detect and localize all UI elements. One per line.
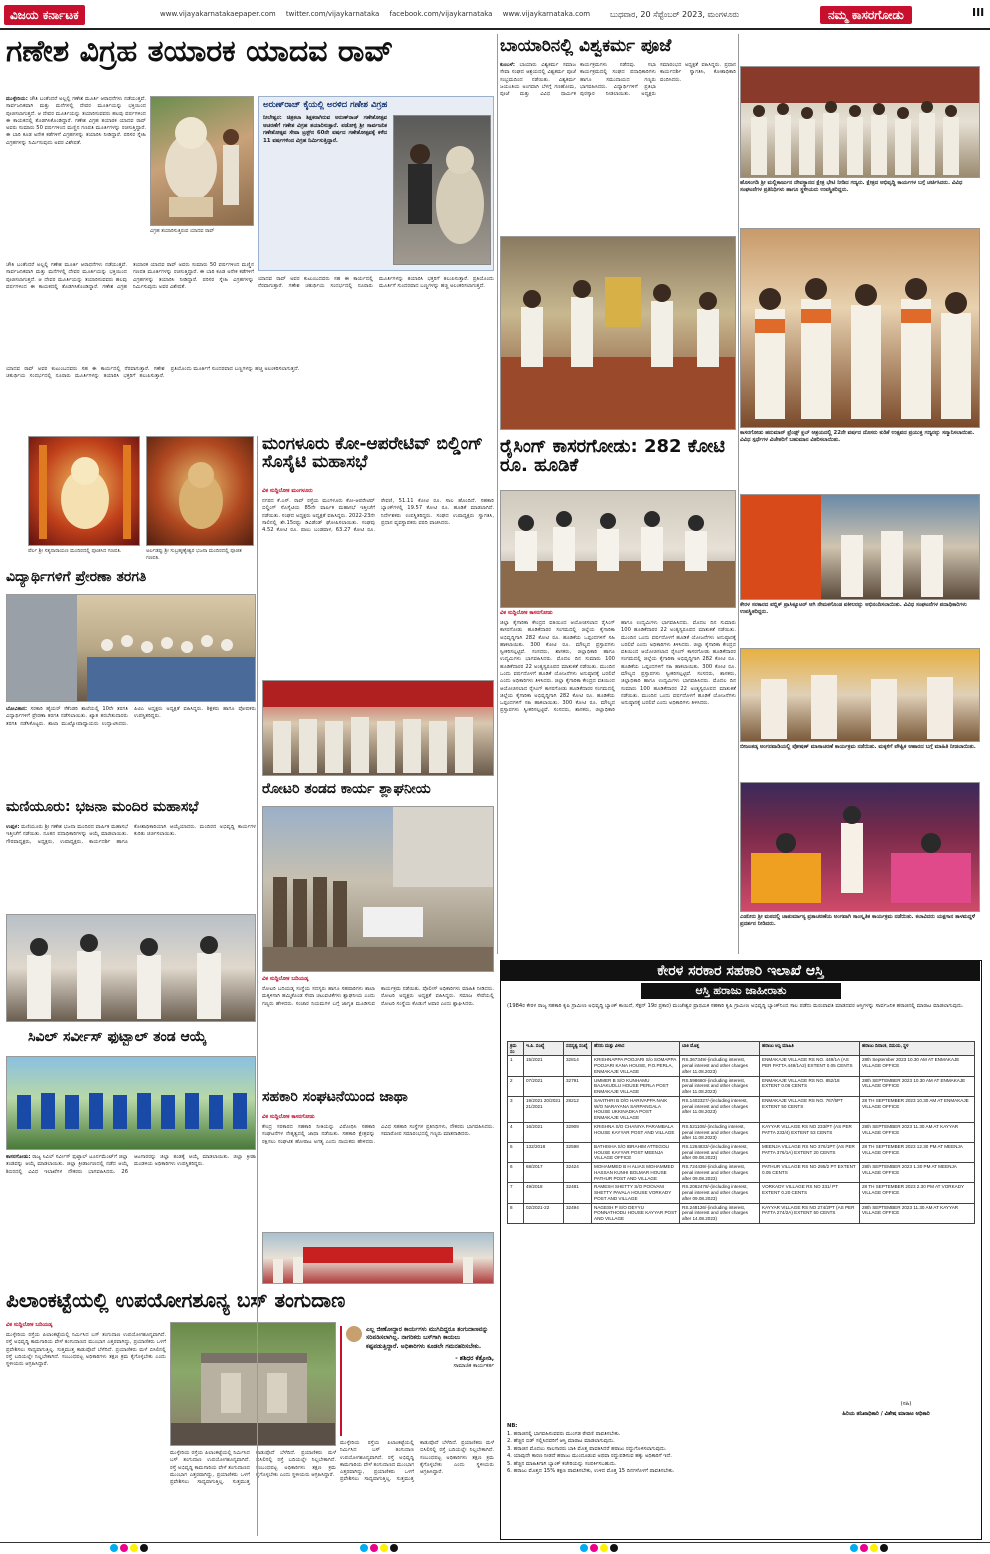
ad-note: 5. ಹೆಚ್ಚಿನ ಮಾಹಿತಿಗಾಗಿ ಬ್ಯಾಂಕ್ ಕಚೇರಿಯನ್ನು ಸಂಪರ್ಕಿಸಬಹುದು. — [507, 1460, 617, 1467]
ad-intro: (1984ರ ಕೇರಳ ರಾಜ್ಯ ಸಹಕಾರಿ ಕೃಷಿ ಗ್ರಾಮೀಣ ಅಭಿವೃದ್ಧಿ ಬ್ಯಾಂಕ್ ಕಾಯಿದೆ, ಸೆಕ್ಷನ್ 19ರ ಪ್ರಕಾರ) ಮಂಜೇಶ್ವರ ಪ್ರಾಥಮಿಕ ಸಹಕಾರಿ ಕೃಷಿ ಗ್ರಾಮೀಣ ಅಭಿವೃದ್ಧಿ ಬ್ಯಾಂಕ್‌ನಿಂದ ಸಾಲ ಪಡೆದು ಮರುಪಾವತಿ ಮಾಡದವರ ಆಸ್ತಿಗಳನ್ನು ಸಾರ್ವಜನಿಕ ಹರಾಜಿನಲ್ಲಿ ಮಾರಾಟ ಮಾಡಲಾಗುವುದು. — [507, 1003, 964, 1009]
story5-body — [500, 620, 736, 934]
yakshagana-caption: ಎಡನೀರು ಶ್ರೀ ಮಠದಲ್ಲಿ ಚಾತುರ್ಮಾಸ್ಯ ವ್ರತಾಚರಣೆಯ ಅಂಗವಾಗಿ ಸಾಂಸ್ಕೃತಿಕ ಕಾರ್ಯಕ್ರಮ ನಡೆಯಿತು. ಕಲಾವಿದರು ಯಕ್ಷಗಾನ ತಾಳಮದ್ದಳೆ ಪ್ರದರ್ಶನ ನೀಡಿದರು. — [740, 914, 976, 928]
registration-marks-center — [360, 1544, 420, 1554]
story10-body — [6, 1154, 256, 1282]
table-header-row — [508, 1042, 975, 1056]
cell-sl: 6 — [508, 1163, 524, 1183]
ganesha-idol-image — [151, 97, 254, 226]
sidebar-body — [263, 115, 387, 145]
story5-photo — [500, 490, 736, 608]
cell-due-amount: RS.1264833/-(including interest, penal interest and other charges after 09.08.2023) — [680, 1143, 760, 1163]
issue-date: ಬುಧವಾರ, 20 ಸೆಪ್ಟೆಂಬರ್ 2023, ಮಂಗಳೂರು — [610, 10, 740, 19]
story7-text: ಸರಕಾರಿ ಹೈಯರ್ ಸೆಕೆಂಡರಿ ಶಾಲೆಯಲ್ಲಿ 10ನೇ ತರಗತಿ ವಿದ್ಯಾರ್ಥಿಗಳಿಗೆ ಪ್ರೇರಣಾ ತರಗತಿ ನಡೆಸಲಾಯಿತು. ಖ್ಯಾತ ತರಬೇತುದಾರರು ತರಗತಿ ನಡೆಸಿಕೊಟ್ಟರು. ಶಾಲಾ ಮುಖ್ಯೋಪಾಧ್ಯಾಯರು ಉದ್ಘಾಟಿಸಿದರು. ಪಿಟಿಎ ಅಧ್ಯಕ್ಷರು ಅಧ್ಯಕ್ಷತೆ ವಹಿಸಿದ್ದರು. ಶಿಕ್ಷಕರು ಹಾಗೂ ಪೋಷಕರು ಉಪಸ್ಥಿತರಿದ್ದರು. — [6, 706, 256, 727]
cell-ep-no: 16/2021 — [524, 1122, 564, 1142]
welcome-event-image — [741, 495, 980, 600]
cell-name-address: KRISHNA S/O CHANIYA PARAMBALA HOUSE KAYYAR POST AND VILLAGE — [592, 1122, 680, 1142]
story12-quote — [340, 1326, 494, 1436]
rotary-event-image — [263, 807, 494, 972]
cell-property: KAYYAR VILLAGE RS NO 274/2PT (AS PER PATTA 274/2A) EXTENT 50 CENTS — [760, 1203, 860, 1223]
investor-meet-image — [501, 491, 736, 608]
story11-headline: ಸಹಕಾರಿ ಸಂಘಟನೆಯಿಂದ ಜಾಥಾ — [262, 1090, 408, 1105]
story12-body2: ಮುಳ್ಳೇರಿಯ ರಸ್ತೆಯ ಪಿಲಾಂಕಟ್ಟೆಯಲ್ಲಿ ನಿರ್ಮಿಸಿದ ಬಸ್ ತಂಗುದಾಣ ಉಪಯೋಗಶೂನ್ಯವಾಗಿದೆ. ರಸ್ತೆ ಅಭಿವೃದ್ಧಿ ಕಾಮಗಾರಿಯ ವೇಳೆ ತಂಗುದಾಣದ ಮುಂಭಾಗ ಎತ್ತರವಾಗಿದ್ದು, ಪ್ರಯಾಣಿಕರು ಒಳಗೆ ಪ್ರವೇಶಿಸಲು ಸಾಧ್ಯವಾಗುತ್ತಿಲ್ಲ. ಸುತ್ತಮುತ್ತ ಕಾಡುಪೊದೆ ಬೆಳೆದಿದೆ. ಪ್ರಯಾಣಿಕರು ಮಳೆ ಬಿಸಿಲಿನಲ್ಲಿ ರಸ್ತೆ ಬದಿಯಲ್ಲೇ ನಿಲ್ಲಬೇಕಾಗಿದೆ. ಸಂಬಂಧಪಟ್ಟ ಅಧಿಕಾರಿಗಳು ತಕ್ಷಣ ಕ್ರಮ ಕೈಗೊಳ್ಳಬೇಕು ಎಂದು ಸ್ಥಳೀಯರು ಆಗ್ರಹಿಸಿದ್ದಾರೆ. — [170, 1450, 336, 1486]
story1-sidebar — [258, 96, 494, 271]
decorated-ganapati-image — [29, 437, 140, 546]
cell-sl: 2 — [508, 1076, 524, 1096]
website-link[interactable]: www.vijaykarnataka.com — [502, 10, 591, 18]
col-header-sl: ಕ್ರಮ ಸಂ — [508, 1042, 524, 1056]
cell-ep-no: 49/2018 — [524, 1183, 564, 1203]
registration-marks-right — [580, 1544, 640, 1554]
registration-marks-left — [110, 1544, 170, 1554]
cell-auction-datetime: 28 TH SEPTEMBER 2023 10.30 AM AT ENMAKAJE VILLAGE OFFICE — [860, 1096, 975, 1122]
caption-right-ganapati: ಅರ್ಲಡಪ್ಪು ಶ್ರೀ ಸುಬ್ರಹ್ಮಣ್ಯೇಶ್ವರ ಭಜನಾ ಮಂದಿರದಲ್ಲಿ ಪೂಜಿತ ಗಣಪತಿ. — [146, 548, 242, 561]
cell-due-amount: RS.248126/-(including interest, penal interest and other charges after 14.08.2023) — [680, 1203, 760, 1223]
table-row — [508, 1183, 975, 1203]
cell-sl: 1 — [508, 1056, 524, 1076]
story5-text-cont2: ಜಿಲ್ಲಾ ಕೈಗಾರಿಕಾ ಕೇಂದ್ರದ ವತಿಯಿಂದ ಆಯೋಜಿಸಲಾದ ರೈಸಿಂಗ್ ಕಾಸರಗೋಡು ಹೂಡಿಕೆದಾರರ ಸಂಗಮದಲ್ಲಿ ಜಿಲ್ಲೆಯ ಕೈಗಾರಿಕಾ ಅಭಿವೃದ್ಧಿಗಾಗಿ 282 ಕೋಟಿ ರೂ. ಹೂಡಿಕೆಯ ಒಪ್ಪಂದಗಳಿಗೆ ಸಹಿ ಹಾಕಲಾಯಿತು. 300 ಕೋಟಿ ರೂ. ಮೌಲ್ಯದ ಪ್ರಸ್ತಾಪಗಳು ಸ್ವೀಕರಿಸಲ್ಪಟ್ಟಿವೆ. ಸಂಸದರು, ಶಾಸಕರು, ಜಿಲ್ಲಾಧಿಕಾರಿ ಹಾಗೂ ಉದ್ಯಮಿಗಳು ಭಾಗವಹಿಸಿದರು. ಮೊದಲ ದಿನ ಸುಮಾರು 100 ಹೂಡಿಕೆದಾರರ 22 ಅಂತ್ಯಸ್ವರೂಪದ ಮಾತುಕತೆ ನಡೆಯಿತು. ಮುಂದಿನ ಒಂದು ವರ್ಷದೊಳಗೆ ಹೂಡಿಕೆ ಯೋಜನೆಗಳು ಅನುಷ್ಠಾನಕ್ಕೆ ಬರಲಿವೆ ಎಂದು ಅಧಿಕಾರಿಗಳು ತಿಳಿಸಿದರು. — [621, 641, 736, 707]
cell-property: ENMAKAJE VILLAGE RS NO. 852/18 EXTENT 0.06 CENTS — [760, 1076, 860, 1096]
cell-auction-datetime: 28 TH SEPTEMBER 2023 2.30 PM AT VORKADY VILLAGE OFFICE — [860, 1183, 975, 1203]
sidebar-photo — [393, 115, 491, 265]
ad-note: 6. ಹರಾಜು ಮೊತ್ತದ 15% ತಕ್ಷಣ ಪಾವತಿಸಬೇಕು, ಉಳಿದ ಮೊತ್ತ 15 ದಿನಗಳೊಳಗೆ ಪಾವತಿಸಬೇಕು. — [507, 1468, 675, 1475]
vishwakarma-stage-image — [501, 237, 736, 430]
story4-headline: ಮಂಗಳೂರು ಕೋ-ಆಪರೇಟಿವ್ ಬಿಲ್ಡಿಂಗ್ ಸೊಸೈಟಿ ಮಹಾಸಭೆ — [262, 436, 483, 472]
cell-member-no: 32598 — [564, 1143, 592, 1163]
cell-member-no: 32791 — [564, 1076, 592, 1096]
anganwadi-event-image — [741, 649, 980, 742]
cell-member-no: 32909 — [564, 1122, 592, 1142]
bus-shelter-image — [171, 1323, 336, 1446]
anganwadi-photo — [740, 648, 980, 742]
ad-note: 1. ಹರಾಜಿನಲ್ಲಿ ಭಾಗವಹಿಸುವವರು ಮುಂಗಡ ಠೇವಣಿ ಪಾವತಿಸಬೇಕು. — [507, 1430, 621, 1437]
registration-marks-far-right — [850, 1544, 910, 1554]
table-row — [508, 1163, 975, 1183]
felicitation-caption: ಕಾಸರಗೋಡು ಹನುಮಾನ್ ಫ್ರೆಂಡ್ಸ್ ಕ್ಲಬ್ ಆಶ್ರಯದಲ್ಲಿ 22ನೇ ವರ್ಷದ ದೊಸರು ಕುಡಿಕೆ ಉತ್ಸವದ ಪ್ರಯುಕ್ತ ಗಣ್ಯರನ್ನು ಸನ್ಮಾನಿಸಲಾಯಿತು. ವಿವಿಧ ಸ್ಪರ್ಧೆಗಳ ವಿಜೇತರಿಗೆ ಬಹುಮಾನ ವಿತರಿಸಲಾಯಿತು. — [740, 430, 975, 444]
ad-signer: ಹಿರಿಯ ತನಿಖಾಧಿಕಾರಿ / ವಿಶೇಷ ಮಾರಾಟ ಅಧಿಕಾರಿ — [842, 1411, 930, 1417]
cell-sl: 4 — [508, 1122, 524, 1142]
cell-sl: 3 — [508, 1096, 524, 1122]
story1-body — [6, 96, 146, 258]
story4-photo — [262, 680, 494, 776]
ad-subtitle: ಆಸ್ತಿ ಹರಾಜು ಜಾಹೀರಾತು — [641, 983, 841, 999]
cell-ep-no: 19/2021 20/2021 21/2021 — [524, 1096, 564, 1122]
jatha-rally-image — [263, 1233, 494, 1284]
cell-ep-no: 132/2018 — [524, 1143, 564, 1163]
story8-body: ರೋಟರಿ ಬದಿಯಡ್ಕ ಸಂಸ್ಥೆಯ ಸದಸ್ಯರು ಹಾಗೂ ಸಹಪಾಠಿಗಳು ಶಾಲಾ ಮಕ್ಕಳಿಗಾಗಿ ಹಮ್ಮಿಕೊಂಡ ಸೇವಾ ಚಟುವಟಿಕೆಗಳು ಶ್ಲಾಘನೀಯ ಎಂದು ಗಣ್ಯರು ಹೇಳಿದರು. ಸಂಚಾರ ನಿಯಮಗಳ ಬಗ್ಗೆ ಜಾಗೃತಿ ಮೂಡಿಸುವ ಕಾರ್ಯಕ್ರಮ ನಡೆಯಿತು. ಪೊಲೀಸ್ ಅಧಿಕಾರಿಗಳು ಮಾಹಿತಿ ನೀಡಿದರು. ರೋಟರಿ ಅಧ್ಯಕ್ಷರು ಅಧ್ಯಕ್ಷತೆ ವಹಿಸಿದ್ದರು. ಸಮಾಜ ಸೇವೆಯಲ್ಲಿ ರೋಟರಿ ಸಂಸ್ಥೆಯ ಕೊಡುಗೆ ಅಪಾರ ಎಂದು ಶ್ಲಾಘಿಸಿದರು. — [262, 986, 494, 1007]
cell-due-amount: RS.2062478/-(including interest, penal interest and other charges after 09.08.2023) — [680, 1183, 760, 1203]
cell-name-address: KRISHNAPPA POOJARI S/o SOMAPPA POOJARI KANA HOUSE, P.O.PERLA, ENMAKAJE VILLAGE — [592, 1056, 680, 1076]
story2-headline: ಬಾಯಾರಿನಲ್ಲಿ ವಿಶ್ವಕರ್ಮ ಪೂಜೆ — [500, 38, 672, 56]
story11-photo — [262, 1232, 494, 1284]
story10-photo — [6, 1056, 256, 1150]
society-meeting-image — [263, 681, 494, 776]
story1-photo-caption: ವಿಗ್ರಹ ತಯಾರಿಸುತ್ತಿರುವ ಯಾದವ ರಾವ್ — [150, 228, 215, 234]
cell-member-no: 32424 — [564, 1163, 592, 1183]
story1-body3: ಚೌತಿ ಬಂತೆಂದರೆ ಅಲ್ಲಲ್ಲಿ ಗಣೇಶ ಮೂರ್ತಿ ಆರಾಧನೆಗಳು ನಡೆಯುತ್ತವೆ. ಸಾರ್ವಜನಿಕವಾಗಿ ಮತ್ತು ಮನೆಗಳಲ್ಲಿ ದೇವರ ಮೂರ್ತಿಯನ್ನು ಭಕ್ತಿಯಿಂದ ಪೂಜಿಸಲಾಗುತ್ತದೆ. ಆ ದೇವರ ಮೂರ್ತಿಯನ್ನು ತಯಾರಿಸುವವರು ಹಲವು ವರ್ಷಗಳಿಂದ ಈ ಕಾಯಕದಲ್ಲಿ ತೊಡಗಿಸಿಕೊಂಡಿದ್ದಾರೆ. ಗಣೇಶ ವಿಗ್ರಹ ತಯಾರಕ ಯಾದವ ರಾವ್ ಅವರು ಸುಮಾರು 50 ವರ್ಷಗಳಿಂದ ಮಣ್ಣಿನ ಗಣಪತಿ ಮೂರ್ತಿಗಳನ್ನು ರಚಿಸುತ್ತಿದ್ದಾರೆ. ಈ ಬಾರಿ ಕೂಡ ಅನೇಕ ಕಡೆಗಳಿಗೆ ವಿಗ್ರಹಗಳನ್ನು ತಯಾರಿಸಿ ನೀಡಿದ್ದಾರೆ. ಪರಿಸರ ಸ್ನೇಹಿ ವಿಗ್ರಹಗಳನ್ನು ನಿರ್ಮಿಸುವುದು ಅವರ ವಿಶೇಷತೆ. — [6, 262, 254, 290]
story2-dateline: ಕುಂಬಳೆ: — [500, 62, 515, 68]
yakshagana-photo — [740, 782, 980, 912]
cell-ep-no: 15/2021 — [524, 1056, 564, 1076]
epaper-link[interactable]: www.vijayakarnatakaepaper.com — [160, 10, 276, 18]
story8-headline: ರೋಟರಿ ತಂಡದ ಕಾರ್ಯ ಶ್ಲಾಘನೀಯ — [262, 782, 431, 797]
sidebar-text: ಚಿತ್ರಕಲಾ ಶಿಕ್ಷಕರಾಗಿರುವ ಅರುಣ್‌ರಾಜ್ ಗಣೇಶೋತ್ಸವ ಆಚರಣೆಗೆ ಗಣೇಶ ವಿಗ್ರಹ ತಯಾರಿಸುತ್ತಾರೆ. ಪಡೋಳ್ಳಿ ಶ್ರೀ ಸಾರ್ವಜನಿಕ ಗಣೇಶೋತ್ಸವ ಸೇವಾ ಟ್ರಸ್ಟ್‌ನ 60ನೇ ವರ್ಷದ ಗಣೇಶೋತ್ಸವಕ್ಕೆ ಕಳೆದ 11 ವರ್ಷಗಳಿಂದ ವಿಗ್ರಹ ನಿರ್ಮಿಸುತ್ತಿದ್ದಾರೆ. — [263, 115, 387, 144]
temple-visit-photo — [740, 66, 980, 178]
section-title: ನಮ್ಮ ಕಾಸರಗೋಡು — [820, 6, 912, 24]
story7-photo — [6, 594, 256, 702]
col-header-due: ಬಾಕಿ ಮೊತ್ತ — [680, 1042, 760, 1056]
cell-ep-no: 68/2017 — [524, 1163, 564, 1183]
cell-due-amount: RS.521106/-(including interest, penal interest and other charges after 11.08.2023) — [680, 1122, 760, 1142]
quote-author-avatar — [346, 1326, 362, 1342]
ad-notes — [507, 1423, 975, 1533]
facebook-link[interactable]: facebook.com/vijaykarnataka — [389, 10, 493, 18]
cell-auction-datetime: 28th September 2023 10.30 AM AT ENMAKAJE VILLAGE OFFICE — [860, 1056, 975, 1076]
twitter-link[interactable]: twitter.com/vijaykarnataka — [285, 10, 380, 18]
col-header-property: ಹರಾಜು ಆಸ್ತಿ ಮಾಹಿತಿ — [760, 1042, 860, 1056]
cell-due-amount: RS.724439/-(including interest, penal interest and other charges after 09.08.2023) — [680, 1163, 760, 1183]
prosecutor-photo — [740, 494, 980, 600]
caption-left-ganapati: ಪೆರ್ಲ ಶ್ರೀ ಸತ್ಯನಾರಾಯಣ ಮಂದಿರದಲ್ಲಿ ಪೂಜಿಸಿದ ಗಣಪತಿ. — [28, 548, 122, 554]
cell-auction-datetime: 28th SEPTEMBER 2023 11.30 AM AT KAYYAR VILLAGE OFFICE — [860, 1122, 975, 1142]
cell-property: MEENJA VILLAGE RS NO 376/1PT (AS PER PATTA 376/1A) EXTENT 20 CENTS — [760, 1143, 860, 1163]
cell-auction-datetime: 28 TH SEPTEMBER 2023 12.30 PM AT MEENJA VILLAGE OFFICE — [860, 1143, 975, 1163]
cell-name-address: SAVITHRI B D/O HARIVAPPA NAIK W/O NARAYANA SARPANGALA HOUSE UKKINADKA POST ENMAKAJE VILLAGE — [592, 1096, 680, 1122]
story1-body4: ಯಾದವ ರಾವ್ ಅವರ ಕುಟುಂಬದವರು ಸಹ ಈ ಕಾರ್ಯದಲ್ಲಿ ನೆರವಾಗುತ್ತಾರೆ. ಗಣೇಶ ಚತುರ್ಥಿಯ ಸಂದರ್ಭದಲ್ಲಿ ನೂರಾರು ಮೂರ್ತಿಗಳನ್ನು ತಯಾರಿಸಿ ಭಕ್ತರಿಗೆ ತಲುಪಿಸುತ್ತಾರೆ. ಪ್ರತಿಯೊಂದು ಮೂರ್ತಿಗೆ ಸುಂದರವಾದ ಬಣ್ಣಗಳನ್ನು ಹಚ್ಚಿ ಅಲಂಕರಿಸಲಾಗುತ್ತದೆ. — [6, 366, 300, 380]
story8-byline: ವಿಕ ಸುದ್ದಿಲೋಕ ಬದಿಯಡ್ಕ — [262, 976, 309, 982]
story12-headline: ಪಿಲಾಂಕಟ್ಟೆಯಲ್ಲಿ ಉಪಯೋಗಶೂನ್ಯ ಬಸ್ ತಂಗುದಾಣ — [6, 1290, 346, 1312]
story5-text-cont: ಜಿಲ್ಲಾ ಕೈಗಾರಿಕಾ ಕೇಂದ್ರದ ವತಿಯಿಂದ ಆಯೋಜಿಸಲಾದ ರೈಸಿಂಗ್ ಕಾಸರಗೋಡು ಹೂಡಿಕೆದಾರರ ಸಂಗಮದಲ್ಲಿ ಜಿಲ್ಲೆಯ ಕೈಗಾರಿಕಾ ಅಭಿವೃದ್ಧಿಗಾಗಿ 282 ಕೋಟಿ ರೂ. ಹೂಡಿಕೆಯ ಒಪ್ಪಂದಗಳಿಗೆ ಸಹಿ ಹಾಕಲಾಯಿತು. 300 ಕೋಟಿ ರೂ. ಮೌಲ್ಯದ ಪ್ರಸ್ತಾಪಗಳು ಸ್ವೀಕರಿಸಲ್ಪಟ್ಟಿವೆ. ಸಂಸದರು, ಶಾಸಕರು, ಜಿಲ್ಲಾಧಿಕಾರಿ ಹಾಗೂ ಉದ್ಯಮಿಗಳು ಭಾಗವಹಿಸಿದರು. ಮೊದಲ ದಿನ ಸುಮಾರು 100 ಹೂಡಿಕೆದಾರರ 22 ಅಂತ್ಯಸ್ವರೂಪದ ಮಾತುಕತೆ ನಡೆಯಿತು. ಮುಂದಿನ ಒಂದು ವರ್ಷದೊಳಗೆ ಹೂಡಿಕೆ ಯೋಜನೆಗಳು ಅನುಷ್ಠಾನಕ್ಕೆ ಬರಲಿವೆ ಎಂದು ಅಧಿಕಾರಿಗಳು ತಿಳಿಸಿದರು. — [500, 620, 736, 714]
story5-text: ಜಿಲ್ಲಾ ಕೈಗಾರಿಕಾ ಕೇಂದ್ರದ ವತಿಯಿಂದ ಆಯೋಜಿಸಲಾದ ರೈಸಿಂಗ್ ಕಾಸರಗೋಡು ಹೂಡಿಕೆದಾರರ ಸಂಗಮದಲ್ಲಿ ಜಿಲ್ಲೆಯ ಕೈಗಾರಿಕಾ ಅಭಿವೃದ್ಧಿಗಾಗಿ 282 ಕೋಟಿ ರೂ. ಹೂಡಿಕೆಯ ಒಪ್ಪಂದಗಳಿಗೆ ಸಹಿ ಹಾಕಲಾಯಿತು. 300 ಕೋಟಿ ರೂ. ಮೌಲ್ಯದ ಪ್ರಸ್ತಾಪಗಳು ಸ್ವೀಕರಿಸಲ್ಪಟ್ಟಿವೆ. ಸಂಸದರು, ಶಾಸಕರು, ಜಿಲ್ಲಾಧಿಕಾರಿ ಹಾಗೂ ಉದ್ಯಮಿಗಳು ಭಾಗವಹಿಸಿದರು. ಮೊದಲ ದಿನ ಸುಮಾರು 100 ಹೂಡಿಕೆದಾರರ 22 ಅಂತ್ಯಸ್ವರೂಪದ ಮಾತುಕತೆ ನಡೆಯಿತು. ಮುಂದಿನ ಒಂದು ವರ್ಷದೊಳಗೆ ಹೂಡಿಕೆ ಯೋಜನೆಗಳು ಅನುಷ್ಠಾನಕ್ಕೆ ಬರಲಿವೆ ಎಂದು ಅಧಿಕಾರಿಗಳು ತಿಳಿಸಿದರು. — [500, 620, 615, 685]
artist-sculpting-image — [394, 116, 492, 266]
cell-ep-no: 02/2021-22 — [524, 1203, 564, 1223]
story8-photo — [262, 806, 494, 972]
cell-property: ENMAKAJE VILLAGE RS NO. 767/5PT EXTENT 50 CENTS — [760, 1096, 860, 1122]
table-row — [508, 1076, 975, 1096]
story7-headline: ವಿದ್ಯಾರ್ಥಿಗಳಿಗೆ ಪ್ರೇರಣಾ ತರಗತಿ — [6, 570, 147, 585]
story7-dateline: ಬೋವಿಕಾನ: — [6, 706, 28, 712]
column-rule — [257, 436, 258, 1536]
cultural-program-image — [741, 783, 980, 912]
cell-sl: 8 — [508, 1203, 524, 1223]
table-row — [508, 1096, 975, 1122]
newspaper-logo: ವಿಜಯ ಕರ್ನಾಟಕ — [4, 5, 85, 25]
classroom-students-image — [7, 595, 256, 702]
felicitation-stage-image — [741, 229, 980, 428]
col-header-auction: ಹರಾಜು ದಿನಾಂಕ, ಸಮಯ, ಸ್ಥಳ — [860, 1042, 975, 1056]
story1-headline: ಗಣೇಶ ವಿಗ್ರಹ ತಯಾರಕ ಯಾದವ ರಾವ್ — [6, 36, 394, 69]
story11-body: ಕೇಂದ್ರ ಸರಕಾರದ ಸಹಕಾರಿ ನೀತಿಯನ್ನು ವಿರೋಧಿಸಿ ಸಹಕಾರಿ ಸಂಘಟನೆಗಳ ನೇತೃತ್ವದಲ್ಲಿ ಜಾಥಾ ನಡೆಯಿತು. ಸಹಕಾರಿ ಕ್ಷೇತ್ರವನ್ನು ರಕ್ಷಿಸಲು ಸಂಘಟಿತ ಹೋರಾಟ ಅಗತ್ಯ ಎಂದು ನಾಯಕರು ಹೇಳಿದರು. ವಿವಿಧ ಸಹಕಾರಿ ಸಂಸ್ಥೆಗಳ ಪ್ರತಿನಿಧಿಗಳು, ನೌಕರರು ಭಾಗವಹಿಸಿದರು. ಸಮಾರೋಪ ಸಮಾರಂಭದಲ್ಲಿ ಗಣ್ಯರು ಮಾತನಾಡಿದರು. — [262, 1124, 494, 1145]
cell-ep-no: 07/2021 — [524, 1076, 564, 1096]
column-rule — [497, 34, 498, 954]
story12-byline: ವಿಕ ಸುದ್ದಿಲೋಕ ಬದಿಯಡ್ಕ — [6, 1322, 53, 1328]
cell-property: ENMAKAJE VILLAGE RS NO. 449/1A (AS PER PATTA 449/1A2) EXTENT 0.05 CENTS — [760, 1056, 860, 1076]
ad-title: ಕೇರಳ ಸರಕಾರ ಸಹಕಾರಿ ಇಲಾಖೆ ಆಸ್ತಿ — [501, 961, 980, 981]
auction-table-grid — [507, 1041, 975, 1224]
story9-body — [6, 824, 256, 912]
story2-photo — [500, 236, 736, 430]
story10-text: ರಾಜ್ಯ ಸಿವಿಲ್ ಸರ್ವೀಸ್ ಫುಟ್ಬಾಲ್ ಟೂರ್ನಮೆಂಟ್‌ಗೆ ಜಿಲ್ಲಾ ತಂಡವನ್ನು ಆಯ್ಕೆ ಮಾಡಲಾಯಿತು. ಜಿಲ್ಲಾ ಕ್ರೀಡಾಂಗಣದಲ್ಲಿ ನಡೆದ ಆಯ್ಕೆ ಶಿಬಿರದಲ್ಲಿ ವಿವಿಧ ಇಲಾಖೆಗಳ ನೌಕರರು ಭಾಗವಹಿಸಿದರು. 26 ಆಟಗಾರರನ್ನು ಜಿಲ್ಲಾ ತಂಡಕ್ಕೆ ಆಯ್ಕೆ ಮಾಡಲಾಯಿತು. ಜಿಲ್ಲಾ ಕ್ರೀಡಾ ಮಂಡಳಿಯ ಅಧಿಕಾರಿಗಳು ಉಪಸ್ಥಿತರಿದ್ದರು. — [6, 1154, 256, 1175]
temple-ganapati-image — [147, 437, 254, 546]
cell-member-no: 32494 — [564, 1203, 592, 1223]
cell-name-address: NAGESH P S/O DEYYU PONNATHODU HOUSE KAYYAR POST AND VILLAGE — [592, 1203, 680, 1223]
table-row — [508, 1122, 975, 1142]
felicitation-photo — [740, 228, 980, 428]
story12-body: ಮುಳ್ಳೇರಿಯ ರಸ್ತೆಯ ಪಿಲಾಂಕಟ್ಟೆಯಲ್ಲಿ ನಿರ್ಮಿಸಿದ ಬಸ್ ತಂಗುದಾಣ ಉಪಯೋಗಶೂನ್ಯವಾಗಿದೆ. ರಸ್ತೆ ಅಭಿವೃದ್ಧಿ ಕಾಮಗಾರಿಯ ವೇಳೆ ತಂಗುದಾಣದ ಮುಂಭಾಗ ಎತ್ತರವಾಗಿದ್ದು, ಪ್ರಯಾಣಿಕರು ಒಳಗೆ ಪ್ರವೇಶಿಸಲು ಸಾಧ್ಯವಾಗುತ್ತಿಲ್ಲ. ಸುತ್ತಮುತ್ತ ಕಾಡುಪೊದೆ ಬೆಳೆದಿದೆ. ಪ್ರಯಾಣಿಕರು ಮಳೆ ಬಿಸಿಲಿನಲ್ಲಿ ರಸ್ತೆ ಬದಿಯಲ್ಲೇ ನಿಲ್ಲಬೇಕಾಗಿದೆ. ಸಂಬಂಧಪಟ್ಟ ಅಧಿಕಾರಿಗಳು ತಕ್ಷಣ ಕ್ರಮ ಕೈಗೊಳ್ಳಬೇಕು ಎಂದು ಸ್ಥಳೀಯರು ಆಗ್ರಹಿಸಿದ್ದಾರೆ. — [6, 1332, 166, 1368]
prosecutor-caption: ಕೇರಳ ಸರಕಾರದ ಪಬ್ಲಿಕ್ ಪ್ರಾಸಿಕ್ಯೂಟರ್ ಆಗಿ ನೇಮಕಗೊಂಡ ವಕೀಲರನ್ನು ಅಭಿನಂದಿಸಲಾಯಿತು. ವಿವಿಧ ಸಂಘಟನೆಗಳ ಪದಾಧಿಕಾರಿಗಳು ಉಪಸ್ಥಿತರಿದ್ದರು. — [740, 602, 967, 616]
anganwadi-caption: ಬೀಜಂತಡ್ಕ ಅಂಗನವಾಡಿಯಲ್ಲಿ ಪೋಷಣ್ ಮಾಸಾಚರಣೆ ಕಾರ್ಯಕ್ರಮ ನಡೆಯಿತು. ಮಕ್ಕಳಿಗೆ ಪೌಷ್ಟಿಕ ಆಹಾರದ ಬಗ್ಗೆ ಮಾಹಿತಿ ನೀಡಲಾಯಿತು. — [740, 744, 976, 750]
group-at-temple-image — [741, 67, 980, 178]
cell-property: KAYYAR VILLAGE RS NO 233/PT (AS PER PATTA 233/4) EXTENT 53 CENTS — [760, 1122, 860, 1142]
story9-text: ಮಣಿಯೂರು ಶ್ರೀ ಗಣೇಶ ಭಜನಾ ಮಂದಿರದ ವಾರ್ಷಿಕ ಮಹಾಸಭೆ ಇತ್ತೀಚೆಗೆ ನಡೆಯಿತು. ನೂತನ ಪದಾಧಿಕಾರಿಗಳನ್ನು ಆಯ್ಕೆ ಮಾಡಲಾಯಿತು. ಗೌರವಾಧ್ಯಕ್ಷರು, ಅಧ್ಯಕ್ಷರು, ಉಪಾಧ್ಯಕ್ಷರು, ಕಾರ್ಯದರ್ಶಿ ಹಾಗೂ ಕೋಶಾಧಿಕಾರಿಯಾಗಿ ಆಯ್ಕೆಯಾದರು. ಮಂದಿರದ ಅಭಿವೃದ್ಧಿ ಕಾರ್ಯಗಳ ಕುರಿತು ಚರ್ಚಿಸಲಾಯಿತು. — [6, 824, 256, 845]
ad-note: 2. ಹೆಚ್ಚಿನ ಬಿಡ್ ಸಲ್ಲಿಸಿದವರಿಗೆ ಆಸ್ತಿ ಮಾರಾಟ ಮಾಡಲಾಗುವುದು. — [507, 1438, 615, 1445]
cell-auction-datetime: 28th SEPTEMBER 2023 10.30 AM AT ENMAKAJE VILLAGE OFFICE — [860, 1076, 975, 1096]
ad-notes-title: NB: — [507, 1423, 518, 1429]
story1-photo — [150, 96, 254, 226]
cell-name-address: BATHISHA S/O IBRAHIM ATTEGOLI HOUSE KAYYAR POST MEENJA VILLAGE OFFICE — [592, 1143, 680, 1163]
col-header-ep: ಇ.ಪಿ. ಸಂಖ್ಯೆ — [524, 1042, 564, 1056]
cell-member-no: 28212 — [564, 1096, 592, 1122]
ad-note: 4. ಯಾವುದೇ ಕಾರಣ ನೀಡದೆ ಹರಾಜು ಮುಂದೂಡುವ ಅಥವಾ ರದ್ದುಪಡಿಸುವ ಹಕ್ಕು ಅಧಿಕಾರಿಗೆ ಇದೆ. — [507, 1453, 672, 1460]
cell-name-address: UMMER B S/O KUNHAMU BAJAKUDLU HOUSE PERLA POST ENMAKAJE VILLAGE — [592, 1076, 680, 1096]
story2-body — [500, 62, 736, 234]
temple-visit-caption: ಹೊಸಂಗಡಿ ಶ್ರೀ ಮಲ್ಲಿಕಾರ್ಜುನ ದೇವಸ್ಥಾನದ ಕ್ಷೇತ್ರ ಭೇಟಿ ನೀಡಿದ ಗಣ್ಯರು. ಕ್ಷೇತ್ರದ ಅಭಿವೃದ್ಧಿ ಕಾರ್ಯಗಳ ಬಗ್ಗೆ ಚರ್ಚಿಸಿದರು. ವಿವಿಧ ಸಂಘಟನೆಗಳ ಪ್ರತಿನಿಧಿಗಳು ಹಾಗೂ ಸ್ಥಳೀಯರು ಉಪಸ್ಥಿತರಿದ್ದರು. — [740, 180, 963, 194]
cell-member-no: 32481 — [564, 1183, 592, 1203]
cell-due-amount: RS.1402327/-(including interest, penal interest and other charges after 11.08.2023) — [680, 1096, 760, 1122]
quote-author: - ಶಶಿಧರ ಕೆತ್ತೋಡಿ, — [455, 1355, 494, 1363]
story10-headline: ಸಿವಿಲ್ ಸರ್ವೀಸ್ ಫುಟ್ಬಾಲ್ ತಂಡ ಆಯ್ಕೆ — [28, 1030, 207, 1045]
sidebar-title: ಅರುಣ್‌ರಾಜ್ ಕೈಯಲ್ಲಿ ಅರಳಿದ ಗಣೇಶ ವಿಗ್ರಹ — [263, 100, 388, 110]
ganapati-photo-right — [146, 436, 254, 546]
story4-byline: ವಿಕ ಸುದ್ದಿಲೋಕ ಮಂಗಳೂರು — [262, 488, 313, 494]
story5-byline: ವಿಕ ಸುದ್ದಿಲೋಕ ಕಾಸರಗೋಡು — [500, 610, 553, 616]
cell-member-no: 32814 — [564, 1056, 592, 1076]
story1-text: ಚೌತಿ ಬಂತೆಂದರೆ ಅಲ್ಲಲ್ಲಿ ಗಣೇಶ ಮೂರ್ತಿ ಆರಾಧನೆಗಳು ನಡೆಯುತ್ತವೆ. ಸಾರ್ವಜನಿಕವಾಗಿ ಮತ್ತು ಮನೆಗಳಲ್ಲಿ ದೇವರ ಮೂರ್ತಿಯನ್ನು ಭಕ್ತಿಯಿಂದ ಪೂಜಿಸಲಾಗುತ್ತದೆ. ಆ ದೇವರ ಮೂರ್ತಿಯನ್ನು ತಯಾರಿಸುವವರು ಹಲವು ವರ್ಷಗಳಿಂದ ಈ ಕಾಯಕದಲ್ಲಿ ತೊಡಗಿಸಿಕೊಂಡಿದ್ದಾರೆ. ಗಣೇಶ ವಿಗ್ರಹ ತಯಾರಕ ಯಾದವ ರಾವ್ ಅವರು ಸುಮಾರು 50 ವರ್ಷಗಳಿಂದ ಮಣ್ಣಿನ ಗಣಪತಿ ಮೂರ್ತಿಗಳನ್ನು ರಚಿಸುತ್ತಿದ್ದಾರೆ. ಈ ಬಾರಿ ಕೂಡ ಅನೇಕ ಕಡೆಗಳಿಗೆ ವಿಗ್ರಹಗಳನ್ನು ತಯಾರಿಸಿ ನೀಡಿದ್ದಾರೆ. ಪರಿಸರ ಸ್ನೇಹಿ ವಿಗ್ರಹಗಳನ್ನು ನಿರ್ಮಿಸುವುದು ಅವರ ವಿಶೇಷತೆ. — [6, 96, 146, 146]
cell-due-amount: RS.367349/-(including interest, penal interest and other charges after 11.08.2023) — [680, 1056, 760, 1076]
cell-sl: 7 — [508, 1183, 524, 1203]
cell-due-amount: RS.598660/-(including interest, penal interest and other charges after 11.08.2023) — [680, 1076, 760, 1096]
auction-table — [507, 1041, 975, 1395]
cell-sl: 5 — [508, 1143, 524, 1163]
table-row — [508, 1056, 975, 1076]
column-rule — [738, 34, 739, 954]
story12-photo — [170, 1322, 336, 1446]
story12-body3: ಮುಳ್ಳೇರಿಯ ರಸ್ತೆಯ ಪಿಲಾಂಕಟ್ಟೆಯಲ್ಲಿ ನಿರ್ಮಿಸಿದ ಬಸ್ ತಂಗುದಾಣ ಉಪಯೋಗಶೂನ್ಯವಾಗಿದೆ. ರಸ್ತೆ ಅಭಿವೃದ್ಧಿ ಕಾಮಗಾರಿಯ ವೇಳೆ ತಂಗುದಾಣದ ಮುಂಭಾಗ ಎತ್ತರವಾಗಿದ್ದು, ಪ್ರಯಾಣಿಕರು ಒಳಗೆ ಪ್ರವೇಶಿಸಲು ಸಾಧ್ಯವಾಗುತ್ತಿಲ್ಲ. ಸುತ್ತಮುತ್ತ ಕಾಡುಪೊದೆ ಬೆಳೆದಿದೆ. ಪ್ರಯಾಣಿಕರು ಮಳೆ ಬಿಸಿಲಿನಲ್ಲಿ ರಸ್ತೆ ಬದಿಯಲ್ಲೇ ನಿಲ್ಲಬೇಕಾಗಿದೆ. ಸಂಬಂಧಪಟ್ಟ ಅಧಿಕಾರಿಗಳು ತಕ್ಷಣ ಕ್ರಮ ಕೈಗೊಳ್ಳಬೇಕು ಎಂದು ಸ್ಥಳೀಯರು ಆಗ್ರಹಿಸಿದ್ದಾರೆ. — [340, 1440, 494, 1483]
football-team-image — [7, 1057, 256, 1150]
auction-advertisement — [500, 960, 982, 1540]
story1-body2: ಯಾದವ ರಾವ್ ಅವರ ಕುಟುಂಬದವರು ಸಹ ಈ ಕಾರ್ಯದಲ್ಲಿ ನೆರವಾಗುತ್ತಾರೆ. ಗಣೇಶ ಚತುರ್ಥಿಯ ಸಂದರ್ಭದಲ್ಲಿ ನೂರಾರು ಮೂರ್ತಿಗಳನ್ನು ತಯಾರಿಸಿ ಭಕ್ತರಿಗೆ ತಲುಪಿಸುತ್ತಾರೆ. ಪ್ರತಿಯೊಂದು ಮೂರ್ತಿಗೆ ಸುಂದರವಾದ ಬಣ್ಣಗಳನ್ನು ಹಚ್ಚಿ ಅಲಂಕರಿಸಲಾಗುತ್ತದೆ. — [258, 276, 494, 290]
quote-role: ಸಾಮಾಜಿಕ ಕಾರ್ಯಕರ್ತ — [453, 1363, 494, 1370]
cell-name-address: RAMESH SHETTY S/O POOVANI SHETTY PAVALA HOUSE VORKADY POST AND VILLAGE — [592, 1183, 680, 1203]
cell-auction-datetime: 28th SEPTEMBER 2023 11.30 AM AT KAYYAR VILLAGE OFFICE — [860, 1203, 975, 1223]
page-number: III — [972, 6, 985, 19]
col-header-member: ಸದಸ್ಯತ್ವ ಸಂಖ್ಯೆ — [564, 1042, 592, 1056]
ad-signature: (ಸಹಿ) — [900, 1401, 912, 1407]
bhajana-mandir-meeting-image — [7, 915, 256, 1022]
ad-note: 3. ಹರಾಜಿನ ಮೊದಲು ಸಾಲಗಾರರು ಬಾಕಿ ಮೊತ್ತ ಪಾವತಿಸಿದರೆ ಹರಾಜು ರದ್ದುಗೊಳಿಸಲಾಗುವುದು. — [507, 1445, 667, 1452]
story1-dateline: ಮುಳ್ಳೇರಿಯ: — [6, 96, 28, 102]
story9-photo — [6, 914, 256, 1022]
story11-byline: ವಿಕ ಸುದ್ದಿಲೋಕ ಕಾಸರಗೋಡು — [262, 1114, 315, 1120]
cell-property: VORKADY VILLAGE RS NO 331/ PT EXTENT 0.20 CENTS — [760, 1183, 860, 1203]
footer-rule — [0, 1542, 990, 1543]
cell-auction-datetime: 28th SEPTEMBER 2023 1.30 PM AT MEENJA VILLAGE OFFICE — [860, 1163, 975, 1183]
cell-name-address: MOHAMMED B H ALIAS MOHAMMED HASSAN KUNHI BOLMAR HOUSE PATHUR POST AND VILLAGE — [592, 1163, 680, 1183]
masthead-links — [160, 10, 598, 19]
ganapati-photo-left — [28, 436, 140, 546]
story9-dateline: ಉಪ್ಪಳ: — [6, 824, 20, 830]
quote-text: ಎಲ್ಲ ಜೀಣೋದ್ಧಾರ ಕಾರ್ಯಗಳು ಮುಗಿದಿದ್ದರೂ ತಂಗುದಾಣವನ್ನು ಸರಿಪಡಿಸಲಾಗಿಲ್ಲ. ನಾಗರಿಕರು ಬಸ್‌ಗಾಗಿ ಕಾಯಲು ಕಷ್ಟಪಡುತ್ತಿದ್ದಾರೆ. ಅಧಿಕಾರಿಗಳು ಕೂಡಲೇ ಗಮನಹರಿಸಬೇಕು. — [366, 1326, 489, 1350]
story7-body — [6, 706, 256, 794]
story10-dateline: ಕಾಸರಗೋಡು: — [6, 1154, 31, 1160]
story2-text: ಬಾಯಾರು ವಿಶ್ವಕರ್ಮ ಸಮಾಜ ಸೇವಾ ಸಂಘದ ಆಶ್ರಯದಲ್ಲಿ ವಿಶ್ವಕರ್ಮ ಪೂಜೆ ಸಂಭ್ರಮದಿಂದ ನಡೆಯಿತು. ವಿಶ್ವಕರ್ಮ ಜಯಂತಿಯ ಅಂಗವಾಗಿ ಬೆಳಗ್ಗೆ ಗಣಹೋಮ, ಪೂಜೆ ಮತ್ತು ವಿವಿಧ ಧಾರ್ಮಿಕ ಕಾರ್ಯಕ್ರಮಗಳು ನಡೆದವು. ಸಭಾ ಕಾರ್ಯಕ್ರಮದಲ್ಲಿ ಸಂಘದ ಪದಾಧಿಕಾರಿಗಳು ಹಾಗೂ ಸಮುದಾಯದ ಗಣ್ಯರು ಭಾಗವಹಿಸಿದರು. ವಿದ್ಯಾರ್ಥಿಗಳಿಗೆ ಪ್ರತಿಭಾ ಪುರಸ್ಕಾರ ನೀಡಲಾಯಿತು. ಅಧ್ಯಕ್ಷರು ಸಮಾರಂಭದ ಅಧ್ಯಕ್ಷತೆ ವಹಿಸಿದ್ದರು. ಪ್ರಧಾನ ಕಾರ್ಯದರ್ಶಿ ಸ್ವಾಗತಿಸಿ, ಕೋಶಾಧಿಕಾರಿ ವಂದಿಸಿದರು. — [500, 62, 736, 98]
sidebar-dateline: ನೀಲೇಶ್ವರ: — [263, 115, 282, 121]
table-row — [508, 1143, 975, 1163]
story5-headline: ರೈಸಿಂಗ್ ಕಾಸರಗೋಡು: 282 ಕೋಟಿ ರೂ. ಹೂಡಿಕೆ — [500, 438, 726, 476]
table-row — [508, 1203, 975, 1223]
story4-body: ನಗರದ ಕೆ.ಎಸ್. ರಾವ್ ರಸ್ತೆಯ ಮಂಗಳೂರು ಕೋ-ಆಪರೇಟಿವ್ ಬಿಲ್ಡಿಂಗ್ ಸೊಸೈಟಿಯ 85ನೇ ವಾರ್ಷಿಕ ಮಹಾಸಭೆ ಇತ್ತೀಚೆಗೆ ನಡೆಯಿತು. ಸಂಘದ ಅಧ್ಯಕ್ಷರು ಅಧ್ಯಕ್ಷತೆ ವಹಿಸಿದ್ದರು. 2022-23ನೇ ಸಾಲಿನಲ್ಲಿ ಶೇ.15ರಷ್ಟು ಡಿವಿಡೆಂಡ್ ಘೋಷಿಸಲಾಯಿತು. ಸಂಘವು 4.52 ಕೋಟಿ ರೂ. ಪಾಲು ಬಂಡವಾಳ, 63.27 ಕೋಟಿ ರೂ. ಠೇವಣಿ, 51.11 ಕೋಟಿ ರೂ. ಸಾಲ ಹೊಂದಿದೆ. ಸಹಕಾರಿ ಬ್ಯಾಂಕ್‌ಗಳಲ್ಲಿ 19.57 ಕೋಟಿ ರೂ. ಹೂಡಿಕೆ ಮಾಡಲಾಗಿದೆ. ನಿರ್ದೇಶಕರು ಉಪಸ್ಥಿತರಿದ್ದರು. ಸಂಘದ ಉಪಾಧ್ಯಕ್ಷರು ಸ್ವಾಗತಿಸಿ, ಪ್ರಧಾನ ವ್ಯವಸ್ಥಾಪಕರು ವರದಿ ವಾಚಿಸಿದರು. — [262, 498, 494, 534]
story9-headline: ಮಣಿಯೂರು: ಭಜನಾ ಮಂದಿರ ಮಹಾಸಭೆ — [6, 800, 199, 815]
cell-property: PATHUR VILLAGE RS NO 295/2 PT EXTENT 0.05 CENTS — [760, 1163, 860, 1183]
col-header-name: ಹೆಸರು ಮತ್ತು ವಿಳಾಸ — [592, 1042, 680, 1056]
